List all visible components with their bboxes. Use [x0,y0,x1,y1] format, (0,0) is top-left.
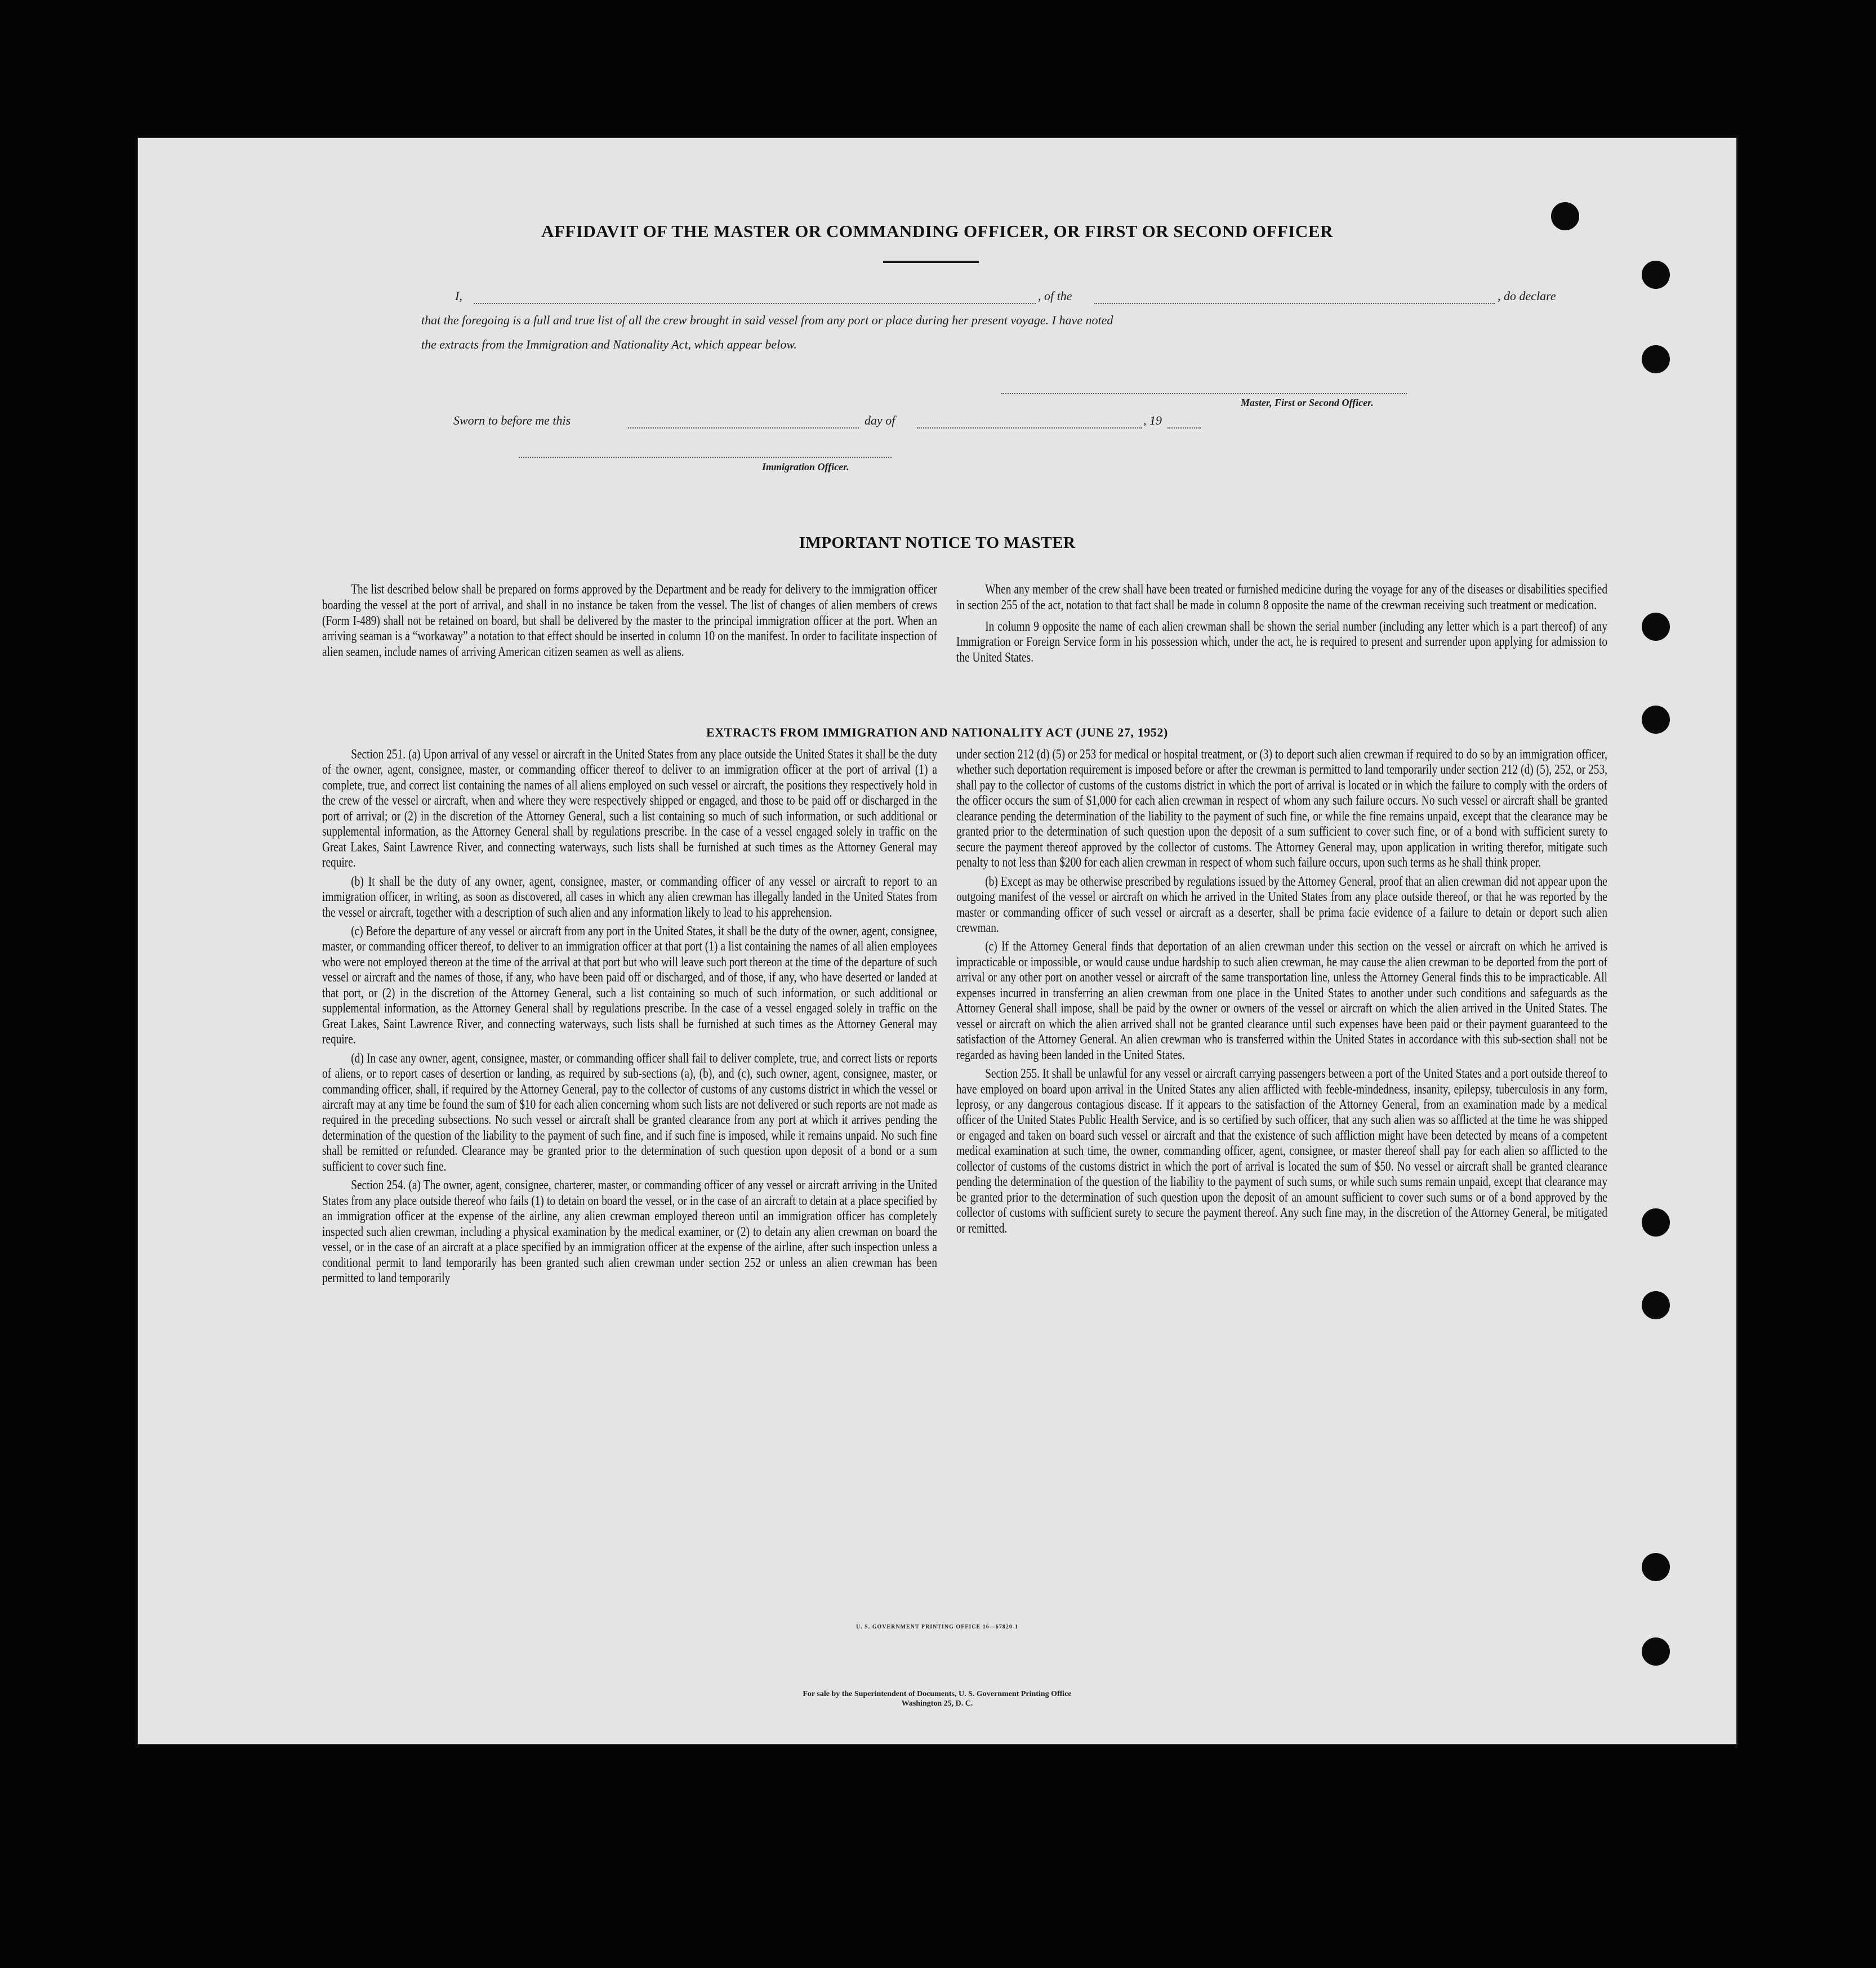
sworn-month-field[interactable] [917,427,1142,429]
notice-title: IMPORTANT NOTICE TO MASTER [799,534,1076,552]
sworn-year-field[interactable] [1168,427,1201,429]
affidavit-declaration-line: that the foregoing is a full and true list of all the crew brought in said vessel from any port or place during her present voyage. I have noted [421,313,1113,327]
affidavit-of-the-label: , of the [1038,289,1072,303]
notice-left-column [322,582,937,663]
notice-right-column [956,582,1607,669]
affiant-name-field[interactable] [474,303,1036,304]
punch-hole-4 [1642,613,1670,641]
notice-paragraph: In column 9 opposite the name of each alien crewman shall be shown the serial number (including any letter which is a part thereof) of any Immigration or Foreign Service form in his possession which, under the act, he is required to present and surrender upon applying for admission to the United States. [956,618,1607,666]
notice-paragraph: The list described below shall be prepared on forms approved by the Department and be ready for delivery to the immigration officer boarding the vessel at the port of arrival, and shall in no instance be taken from the vessel. The list of changes of alien members of crews (Form I-489) shall not be retained on board, but shall be delivered by the master to the principal immigration officer at the port. When an arriving seaman is a “workaway” a notation to that effect should be inserted in column 10 on the manifest. In order to facilitate inspection of alien seamen, include names of arriving American citizen seamen as well as aliens. [322,582,938,660]
sworn-prefix: Sworn to before me this [453,413,571,427]
for-sale-notice [137,1689,1737,1708]
affidavit-extracts-line: the extracts from the Immigration and Nationality Act, which appear below. [421,337,797,351]
affidavit-i-label: I, [455,289,462,303]
immigration-officer-signature-line[interactable] [519,457,892,458]
notice-paragraph: When any member of the crew shall have been treated or furnished medicine during the voyage for any of the diseases or disabilities specified in section 255 of the act, notation to that fact shall be made in column 8 opposite the name of the crewman receiving such treatment or medication. [956,582,1607,613]
gpo-imprint: U. S. GOVERNMENT PRINTING OFFICE 16—67820-1 [855,1624,1019,1630]
section-251c-paragraph: (c) Before the departure of any vessel or aircraft from any port in the United States, it shall be the duty of the owner, agent, consignee, master, or commanding officer thereof, to deliver to an immigration officer at that port (1) a list containing the names of all alien employees who were not employed thereon at the time of the arrival at that port but who will leave such port thereon at the time of the departure of such vessel or aircraft and the names of those, if any, who have been paid off or discharged, and of those, if any, who have deserted or landed at that port, or (2) in the discretion of the Attorney General, such a list containing so much of such information, or such additional or supplemental information, as the Attorney General shall by regulations prescribe. In the case of a vessel engaged solely in traffic on the Great Lakes, Saint Lawrence River, and connecting waterways, such lists shall be furnished at such times as the Attorney General may require. [322,923,938,1047]
section-255-paragraph: Section 255. It shall be unlawful for any vessel or aircraft carrying passengers between a port of the United States and a port outside thereof to have employed on board upon arrival in the United States any alien afflicted with feeble-mindedness, insanity, epilepsy, tuberculosis in any form, leprosy, or any dangerous contagious disease. If it appears to the satisfaction of the Attorney General, from an examination made by a medical officer of the United States Public Health Service, and is so certified by such officer, that any such alien was so afflicted at the time he was shipped or engaged and taken on board such vessel or aircraft and that the existence of such affliction might have been detected by means of a competent medical examination at such time, the owner, commanding officer, agent, consignee, or master thereof shall pay for each alien so afflicted to the collector of customs of the customs district in which the port of arrival is located the sum of $50. No vessel or aircraft shall be granted clearance pending the determination of the question of the liability to the payment of such sums, or while such sums remain unpaid, except that clearance may be granted prior to the determination of such question upon the deposit of an amount sufficient to cover such sums or of a bond approved by the collector of customs with sufficient surety to secure the payment thereof. Any such fine may, in the discretion of the Attorney General, be mitigated or remitted. [956,1066,1607,1236]
vessel-name-field[interactable] [1094,303,1495,304]
document-page [137,137,1737,1745]
title-underline [883,261,979,263]
punch-hole-9 [1642,1637,1670,1666]
affidavit-title: AFFIDAVIT OF THE MASTER OR COMMANDING OFFICER, OR FIRST OR SECOND OFFICER [541,221,1333,241]
section-251b-paragraph: (b) It shall be the duty of any owner, agent, consignee, master, or commanding officer of any vessel or aircraft to report to an immigration officer, in writing, as soon as discovered, all cases in which any alien crewman has illegally landed in the United States from the vessel or aircraft, together with a description of such alien and any information likely to lead to his apprehension. [322,873,938,920]
affidavit-do-declare-label: , do declare [1498,289,1556,303]
master-signature-line[interactable] [1001,393,1407,394]
section-251a-paragraph: Section 251. (a) Upon arrival of any vessel or aircraft in the United States from any place outside the United States it shall be the duty of the owner, agent, consignee, master, or commanding officer thereof to deliver to an immigration officer at the port of arrival (1) a complete, true, and correct list containing the names of all aliens employed on such vessel or aircraft, the positions they respectively hold in the crew of the vessel or aircraft, when and where they were respectively shipped or engaged, and those to be paid off or discharged in the port of arrival; or (2) in the discretion of the Attorney General, such a list containing so much of such information, or such additional or supplemental information, as the Attorney General shall by regulations prescribe. In the case of a vessel engaged solely in traffic on the Great Lakes, Saint Lawrence River, and connecting waterways, such lists shall be furnished at such times as the Attorney General may require. [322,747,938,871]
punch-hole-2 [1642,261,1670,289]
extracts-title: EXTRACTS FROM IMMIGRATION AND NATIONALITY ACT (JUNE 27, 1952) [706,725,1168,739]
sworn-day-of-label: day of [865,413,895,427]
extracts-right-column [956,747,1607,1239]
extracts-left-column [322,747,937,1289]
for-sale-line-2: Washington 25, D. C. [901,1699,973,1708]
punch-hole-3 [1642,345,1670,373]
sworn-day-field[interactable] [628,427,859,429]
immigration-officer-label: Immigration Officer. [762,461,849,472]
section-254c-paragraph: (c) If the Attorney General finds that deportation of an alien crewman under this section on the vessel or aircraft on which he arrived is impracticable or impossible, or would cause undue hardship to such alien crewman, he may cause the alien crewman to be deported from the port of arrival or any other port on another vessel or aircraft of the same transportation line, unless the Attorney General finds this to be impracticable. All expenses incurred in transferring an alien crewman from one place in the United States to another under such conditions and safeguards as the Attorney General shall impose, shall be paid by the owner or owners of the vessel or aircraft on which the alien arrived in the United States. The vessel or aircraft on which the alien arrived shall not be granted clearance until such expenses have been paid or their payment guaranteed to the satisfaction of the Attorney General. An alien crewman who is transferred within the United States in accordance with this sub-section shall not be regarded as having been landed in the United States. [956,939,1607,1063]
punch-hole-7 [1642,1291,1670,1319]
punch-hole-8 [1642,1553,1670,1581]
for-sale-line-1: For sale by the Superintendent of Documents, U. S. Government Printing Office [803,1690,1072,1698]
master-signature-label: Master, First or Second Officer. [1241,397,1374,408]
sworn-year-label: , 19 [1143,413,1162,427]
section-254a-continued-paragraph: under section 212 (d) (5) or 253 for medical or hospital treatment, or (3) to deport such alien crewman if required to do so by an immigration officer, whether such deportation requirement is imposed before or after the crewman is permitted to land temporarily under section 212 (d) (5), 252, or 253, shall pay to the collector of customs of the customs district in which the port of arrival is located or in which the failure to comply with the orders of the officer occurs the sum of $1,000 for each alien crewman in respect of whom any such failure occurs. No such vessel or aircraft shall be granted clearance pending the determination of the liability to the payment of such fine, or while the fine remains unpaid, except that the clearance may be granted prior to the determination of such question upon the deposit of a sum sufficient to cover such fine, or of a bond with sufficient surety to secure the payment thereof approved by the collector of customs. The Attorney General may, upon application in writing therefor, mitigate such penalty to not less than $200 for each alien crewman in respect of whom such failure occurs, upon such terms as he shall think proper. [956,747,1607,871]
section-251d-paragraph: (d) In case any owner, agent, consignee, master, or commanding officer shall fail to deliver complete, true, and correct lists or reports of aliens, or to report cases of desertion or landing, as required by sub-sections (a), (b), and (c), such owner, agent, consignee, master, or commanding officer, shall, if required by the Attorney General, pay to the collector of customs of any customs district in which the vessel or aircraft may at any time be found the sum of $10 for each alien concerning whom such lists are not delivered or such reports are not made as required in the preceding subsections. No such vessel or aircraft shall be granted clearance from any port at which it arrives pending the determination of the question of the liability to the payment of such fine, and if such fine is imposed, while it remains unpaid. No such fine shall be remitted or refunded. Clearance may be granted prior to the determination of such question upon deposit of a bond or a sum sufficient to cover such fine. [322,1050,938,1174]
section-254b-paragraph: (b) Except as may be otherwise prescribed by regulations issued by the Attorney General, proof that an alien crewman did not appear upon the outgoing manifest of the vessel or aircraft on which he arrived in the United States from any place outside thereof, or that he was reported by the master or commanding officer of such vessel or aircraft as a deserter, shall be prima facie evidence of a failure to detain or deport such alien crewman. [956,873,1607,935]
section-254a-paragraph: Section 254. (a) The owner, agent, consignee, charterer, master, or commanding officer of any vessel or aircraft arriving in the United States from any place outside thereof who fails (1) to detain on board the vessel, or in the case of an aircraft to detain at a place specified by an immigration officer at the expense of the airline, any alien crewman employed thereon until an immigration officer has completely inspected such alien crewman, including a physical examination by the medical examiner, or (2) to detain any alien crewman on board the vessel, or in the case of an aircraft at a place specified by an immigration officer at the expense of the airline, after such inspection unless a conditional permit to land temporarily has been granted such alien crewman under section 252 or unless an alien crewman has been permitted to land temporarily [322,1177,938,1286]
punch-hole-6 [1642,1208,1670,1237]
